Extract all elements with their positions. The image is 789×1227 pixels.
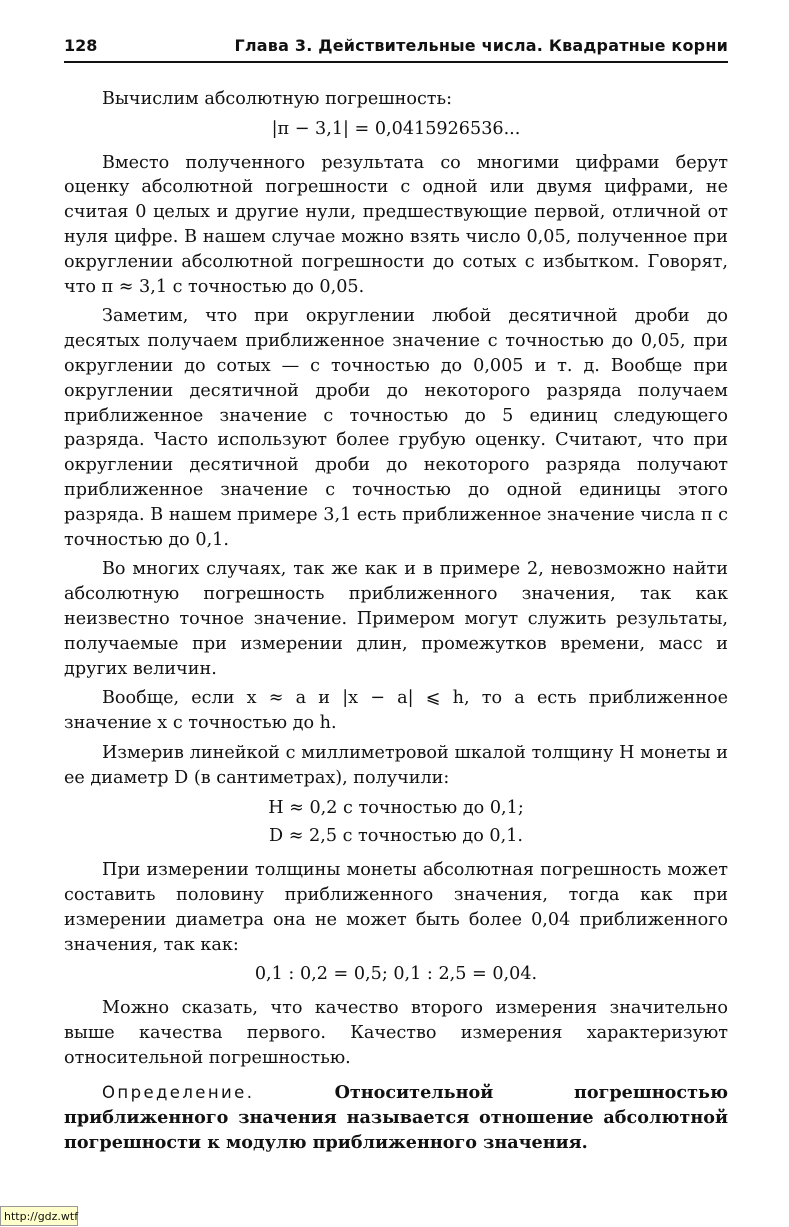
formula-thickness: H ≈ 0,2 с точностью до 0,1; (268, 797, 524, 818)
page-number: 128 (64, 36, 98, 55)
paragraph-comparison: При измерении толщины монеты абсолютная погрешность может составить половину приближенного значения, тогда как при измерении диаметра она не может быть более 0,04 приближенного значения, так как: (64, 860, 728, 955)
paragraph-measurements: Во многих случаях, так же как и в примере 2, невозможно найти абсолютную погрешность приближенного значения, так как неизвестно точное значение. Примером могут служить результаты, получаемые при измерении длин, промежутков времени, масс и других величин. (64, 559, 728, 679)
paragraph-estimate: Вместо полученного результата со многими цифрами берут оценку абсолютной погрешности с одной или двумя цифрами, не считая 0 целых и другие нули, предшествующие первой, отличной от нуля цифре. В нашем случае можно взять число 0,05, полученное при округлении абсолютной погрешности до сотых с избытком. Говорят, что π ≈ 3,1 с точностью до 0,05. (64, 152, 728, 297)
running-header (64, 36, 728, 63)
paragraph-rounding: Заметим, что при округлении любой десятичной дроби до десятых получаем приближенное значение с точностью до 0,05, при округлении до сотых — с точностью до 0,005 и т. д. Вообще при округлении десятичной дроби до некоторого разряда получаем приближенное значение с точностью до 5 единиц следующего разряда. Часто используют более грубую оценку. Считают, что при округлении десятичной дроби до некоторого разряда получают приближенное значение с точностью до одной единицы этого разряда. В нашем примере 3,1 есть приближенное значение числа π с точностью до 0,1. (64, 306, 728, 550)
paragraph-intro: Вычислим абсолютную погрешность: (102, 89, 453, 109)
paragraph-quality: Можно сказать, что качество второго измерения значительно выше качества первого. Качество измерения характеризуют относительной погрешностью. (64, 998, 728, 1068)
formula-abs-error: |π − 3,1| = 0,0415926536... (271, 118, 521, 139)
paragraph-general: Вообще, если x ≈ a и |x − a| ⩽ h, то a есть приближенное значение x с точностью до h. (64, 688, 728, 734)
paragraph-coin: Измерив линейкой с миллиметровой шкалой толщину H монеты и ее диаметр D (в сантиметрах), получили: (64, 742, 728, 788)
chapter-title: Глава 3. Действительные числа. Квадратные корни (234, 36, 728, 55)
formula-ratios: 0,1 : 0,2 = 0,5; 0,1 : 2,5 = 0,04. (254, 964, 538, 985)
definition (64, 1081, 728, 1155)
definition-text: Относительной погрешностью приближенного значения называется отношение абсолютной погрешности к модулю приближенного значения. (64, 1082, 728, 1154)
watermark-link[interactable]: http://gdz.wtf (0, 1206, 78, 1226)
formula-diameter: D ≈ 2,5 с точностью до 0,1. (269, 826, 523, 847)
definition-label: Определение. (102, 1083, 255, 1103)
page (64, 36, 728, 1161)
page-body (64, 87, 728, 1156)
